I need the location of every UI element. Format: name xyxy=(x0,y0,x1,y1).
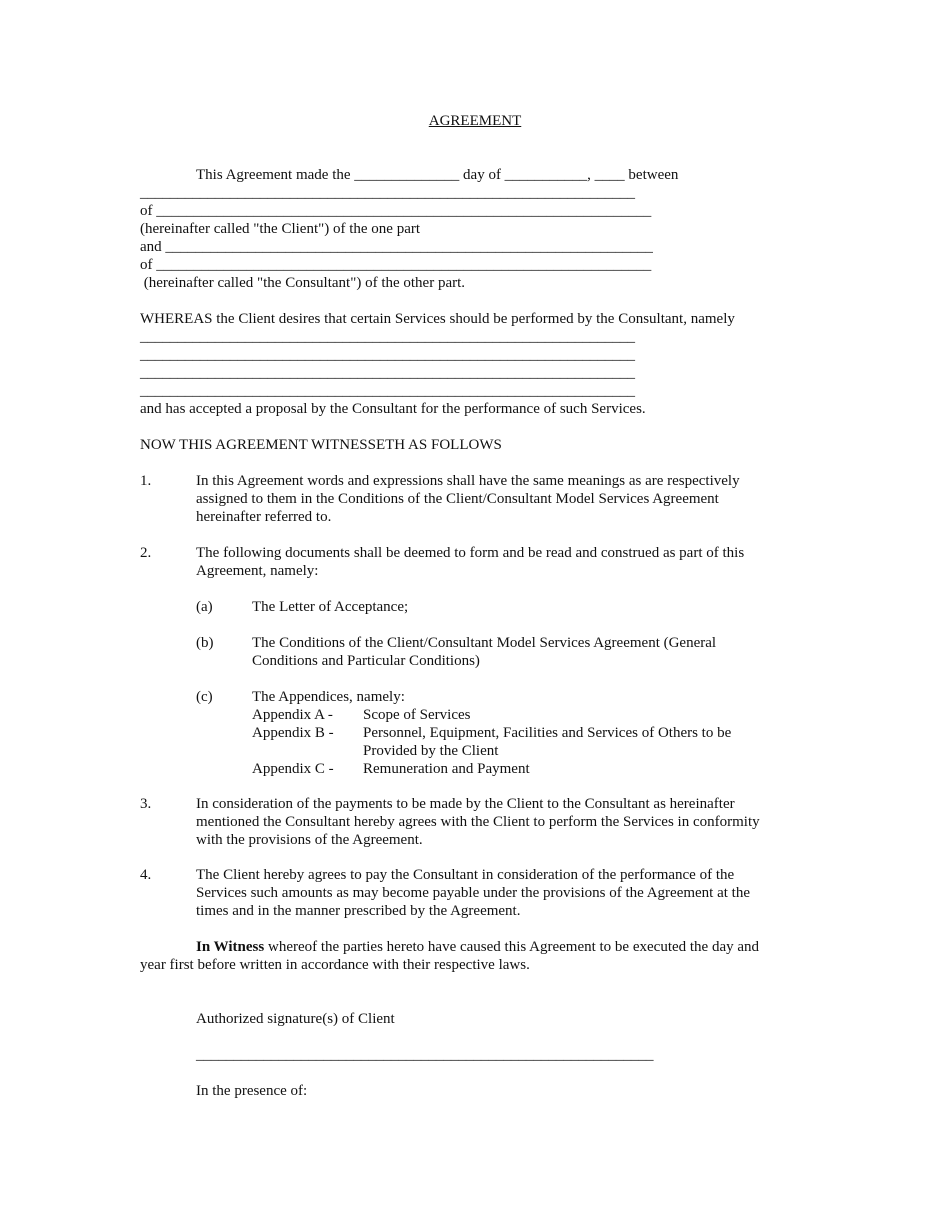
witness-line-2: year first before written in accordance with their respective laws. xyxy=(140,957,530,973)
consultant-address-line: of __________________________________________________________________ xyxy=(140,257,652,273)
item-b-label: (b) xyxy=(196,635,214,651)
client-address-line: of __________________________________________________________________ xyxy=(140,203,652,219)
client-name-blank: __________________________________________________________________ xyxy=(140,185,635,201)
clause-1-line-3: hereinafter referred to. xyxy=(196,509,332,525)
clause-3-number: 3. xyxy=(140,796,152,812)
clause-1-line-1: In this Agreement words and expressions shall have the same meanings as are respectively xyxy=(196,473,740,489)
signature-label: Authorized signature(s) of Client xyxy=(196,1011,395,1027)
clause-2-number: 2. xyxy=(140,545,152,561)
item-a-text: The Letter of Acceptance; xyxy=(252,599,409,615)
appendix-c-label: Appendix C - xyxy=(252,761,334,777)
item-a-label: (a) xyxy=(196,599,213,615)
services-blank-1: __________________________________________________________________ xyxy=(140,329,635,345)
item-c-text: The Appendices, namely: xyxy=(252,689,405,705)
clause-1-line-2: assigned to them in the Conditions of the Client/Consultant Model Services Agreement xyxy=(196,491,719,507)
consultant-name-line: and _________________________________________________________________ xyxy=(140,239,653,255)
consultant-designation: (hereinafter called "the Consultant") of the other part. xyxy=(140,275,466,291)
item-c-label: (c) xyxy=(196,689,213,705)
appendix-b-line-2: Provided by the Client xyxy=(363,743,499,759)
presence-label: In the presence of: xyxy=(196,1083,308,1099)
clause-4-line-1: The Client hereby agrees to pay the Consultant in consideration of the performance of the xyxy=(196,867,735,883)
witnesseth-heading: NOW THIS AGREEMENT WITNESSETH AS FOLLOWS xyxy=(140,437,502,453)
preamble-made-line: This Agreement made the ______________ day of ___________, ____ between xyxy=(196,167,679,183)
clause-2-line-1: The following documents shall be deemed to form and be read and construed as part of this xyxy=(196,545,745,561)
client-designation: (hereinafter called "the Client") of the one part xyxy=(140,221,421,237)
clause-4-line-3: times and in the manner prescribed by the Agreement. xyxy=(196,903,521,919)
clause-4-line-2: Services such amounts as may become payable under the provisions of the Agreement at the xyxy=(196,885,751,901)
appendix-c-text: Remuneration and Payment xyxy=(363,761,530,777)
item-b-line-2: Conditions and Particular Conditions) xyxy=(252,653,480,669)
proposal-accepted-line: and has accepted a proposal by the Consultant for the performance of such Services. xyxy=(140,401,646,417)
services-blank-2: __________________________________________________________________ xyxy=(140,347,635,363)
services-blank-3: __________________________________________________________________ xyxy=(140,365,635,381)
appendix-a-label: Appendix A - xyxy=(252,707,333,723)
clause-3-line-1: In consideration of the payments to be made by the Client to the Consultant as hereinafter xyxy=(196,796,735,812)
appendix-b-label: Appendix B - xyxy=(252,725,334,741)
witness-line-1 xyxy=(196,938,759,956)
witness-line-1-text: whereof the parties hereto have caused this Agreement to be executed the day and xyxy=(264,939,760,955)
appendix-b-line-1: Personnel, Equipment, Facilities and Services of Others to be xyxy=(363,725,732,741)
item-b-line-1: The Conditions of the Client/Consultant Model Services Agreement (General xyxy=(252,635,717,651)
document-title: AGREEMENT xyxy=(428,113,522,129)
clause-4-number: 4. xyxy=(140,867,152,883)
clause-2-line-2: Agreement, namely: xyxy=(196,563,319,579)
clause-1-number: 1. xyxy=(140,473,152,489)
appendix-a-text: Scope of Services xyxy=(363,707,471,723)
clause-3-line-3: with the provisions of the Agreement. xyxy=(196,832,423,848)
whereas-clause: WHEREAS the Client desires that certain Services should be performed by the Consultant, namely xyxy=(140,311,735,327)
witness-bold-lead: In Witness xyxy=(196,939,265,955)
services-blank-4: __________________________________________________________________ xyxy=(140,383,635,399)
signature-line: _____________________________________________________________ xyxy=(196,1047,654,1063)
clause-3-line-2: mentioned the Consultant hereby agrees with the Client to perform the Services in conformity xyxy=(196,814,760,830)
